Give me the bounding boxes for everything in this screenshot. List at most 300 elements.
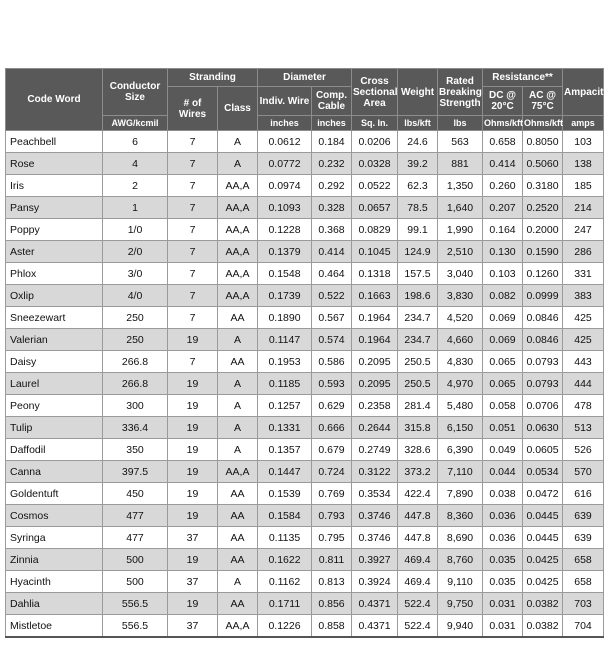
cell-code-word: Tulip <box>6 417 103 439</box>
cell-comp-cable: 0.184 <box>312 131 352 153</box>
cell-num-wires: 7 <box>168 175 218 197</box>
cell-weight: 39.2 <box>398 153 438 175</box>
cell-comp-cable: 0.856 <box>312 593 352 615</box>
cell-num-wires: 7 <box>168 351 218 373</box>
cell-indiv-wire: 0.1147 <box>258 329 312 351</box>
cell-num-wires: 19 <box>168 505 218 527</box>
table-row <box>6 219 604 241</box>
header-indiv-wire: Indiv. Wire <box>258 87 312 116</box>
cell-code-word: Daffodil <box>6 439 103 461</box>
cell-indiv-wire: 0.1379 <box>258 241 312 263</box>
cell-comp-cable: 0.793 <box>312 505 352 527</box>
cell-comp-cable: 0.811 <box>312 549 352 571</box>
header-code-word: Code Word <box>6 69 103 131</box>
cell-class: AA <box>218 483 258 505</box>
table-row <box>6 439 604 461</box>
cell-conductor-size: 2 <box>103 175 168 197</box>
cell-comp-cable: 0.724 <box>312 461 352 483</box>
cell-breaking-strength: 8,360 <box>438 505 483 527</box>
cell-comp-cable: 0.666 <box>312 417 352 439</box>
cell-class: AA,A <box>218 175 258 197</box>
cell-dc-resistance: 0.414 <box>483 153 523 175</box>
header-stranding: Stranding <box>168 69 258 87</box>
cell-dc-resistance: 0.035 <box>483 549 523 571</box>
cell-conductor-size: 500 <box>103 549 168 571</box>
cell-indiv-wire: 0.1331 <box>258 417 312 439</box>
cell-ac-resistance: 0.0793 <box>523 373 563 395</box>
cell-ac-resistance: 0.3180 <box>523 175 563 197</box>
cell-breaking-strength: 3,040 <box>438 263 483 285</box>
cell-ampacity: 444 <box>563 373 604 395</box>
cell-code-word: Zinnia <box>6 549 103 571</box>
cell-num-wires: 19 <box>168 373 218 395</box>
cell-ampacity: 658 <box>563 549 604 571</box>
cell-breaking-strength: 881 <box>438 153 483 175</box>
table-row <box>6 527 604 549</box>
cell-class: AA,A <box>218 219 258 241</box>
header-cross-sectional-area: Cross Sectional Area <box>352 69 398 116</box>
cell-code-word: Dahlia <box>6 593 103 615</box>
table-body <box>6 131 604 638</box>
cell-code-word: Syringa <box>6 527 103 549</box>
cell-ampacity: 616 <box>563 483 604 505</box>
cell-comp-cable: 0.464 <box>312 263 352 285</box>
cell-ac-resistance: 0.5060 <box>523 153 563 175</box>
table-row <box>6 395 604 417</box>
cell-conductor-size: 477 <box>103 505 168 527</box>
cell-breaking-strength: 4,660 <box>438 329 483 351</box>
cell-class: A <box>218 395 258 417</box>
cell-ampacity: 247 <box>563 219 604 241</box>
cell-class: AA <box>218 549 258 571</box>
cell-weight: 469.4 <box>398 549 438 571</box>
cell-cross-sectional-area: 0.3927 <box>352 549 398 571</box>
cell-ac-resistance: 0.0630 <box>523 417 563 439</box>
cell-comp-cable: 0.769 <box>312 483 352 505</box>
cell-indiv-wire: 0.1357 <box>258 439 312 461</box>
cell-code-word: Cosmos <box>6 505 103 527</box>
cell-dc-resistance: 0.164 <box>483 219 523 241</box>
cell-indiv-wire: 0.1890 <box>258 307 312 329</box>
cell-class: A <box>218 131 258 153</box>
cell-code-word: Daisy <box>6 351 103 373</box>
cell-comp-cable: 0.629 <box>312 395 352 417</box>
cell-breaking-strength: 9,940 <box>438 615 483 638</box>
table-row <box>6 483 604 505</box>
cell-ac-resistance: 0.1260 <box>523 263 563 285</box>
header-rated-breaking-strength: Rated Breaking Strength <box>438 69 483 116</box>
cell-indiv-wire: 0.1447 <box>258 461 312 483</box>
cell-dc-resistance: 0.658 <box>483 131 523 153</box>
cell-ac-resistance: 0.0793 <box>523 351 563 373</box>
cell-weight: 157.5 <box>398 263 438 285</box>
cell-breaking-strength: 6,150 <box>438 417 483 439</box>
cell-cross-sectional-area: 0.3534 <box>352 483 398 505</box>
cell-conductor-size: 500 <box>103 571 168 593</box>
cell-conductor-size: 250 <box>103 329 168 351</box>
cell-dc-resistance: 0.069 <box>483 329 523 351</box>
cell-ac-resistance: 0.0382 <box>523 615 563 638</box>
cell-weight: 99.1 <box>398 219 438 241</box>
cell-indiv-wire: 0.1135 <box>258 527 312 549</box>
cell-indiv-wire: 0.1228 <box>258 219 312 241</box>
cell-num-wires: 19 <box>168 483 218 505</box>
cell-cross-sectional-area: 0.1318 <box>352 263 398 285</box>
cell-class: A <box>218 153 258 175</box>
cell-conductor-size: 300 <box>103 395 168 417</box>
cell-weight: 234.7 <box>398 329 438 351</box>
cell-weight: 422.4 <box>398 483 438 505</box>
cell-weight: 78.5 <box>398 197 438 219</box>
cell-weight: 447.8 <box>398 505 438 527</box>
cell-code-word: Peony <box>6 395 103 417</box>
cell-breaking-strength: 6,390 <box>438 439 483 461</box>
header-resistance: Resistance** <box>483 69 563 87</box>
cell-cross-sectional-area: 0.4371 <box>352 593 398 615</box>
cell-dc-resistance: 0.031 <box>483 593 523 615</box>
cell-cross-sectional-area: 0.3924 <box>352 571 398 593</box>
cell-code-word: Goldentuft <box>6 483 103 505</box>
cell-weight: 62.3 <box>398 175 438 197</box>
cell-breaking-strength: 4,520 <box>438 307 483 329</box>
unit-weight: lbs/kft <box>398 116 438 131</box>
cell-dc-resistance: 0.260 <box>483 175 523 197</box>
cell-indiv-wire: 0.1711 <box>258 593 312 615</box>
cell-ampacity: 138 <box>563 153 604 175</box>
cell-conductor-size: 1 <box>103 197 168 219</box>
cell-num-wires: 37 <box>168 615 218 638</box>
cell-ac-resistance: 0.0445 <box>523 505 563 527</box>
table-row <box>6 373 604 395</box>
cell-num-wires: 19 <box>168 439 218 461</box>
cell-breaking-strength: 1,350 <box>438 175 483 197</box>
cell-indiv-wire: 0.0974 <box>258 175 312 197</box>
cell-conductor-size: 397.5 <box>103 461 168 483</box>
conductor-spec-table <box>5 68 613 638</box>
cell-num-wires: 7 <box>168 307 218 329</box>
cell-cross-sectional-area: 0.2644 <box>352 417 398 439</box>
cell-class: AA <box>218 527 258 549</box>
table-row <box>6 329 604 351</box>
cell-comp-cable: 0.414 <box>312 241 352 263</box>
cell-conductor-size: 266.8 <box>103 373 168 395</box>
cell-num-wires: 19 <box>168 461 218 483</box>
cell-class: AA,A <box>218 263 258 285</box>
cell-dc-resistance: 0.130 <box>483 241 523 263</box>
cell-breaking-strength: 7,890 <box>438 483 483 505</box>
cell-class: AA <box>218 593 258 615</box>
header-weight: Weight <box>398 69 438 116</box>
cell-weight: 447.8 <box>398 527 438 549</box>
cell-cross-sectional-area: 0.1663 <box>352 285 398 307</box>
table-row <box>6 197 604 219</box>
unit-ac-resistance: Ohms/kft <box>523 116 563 131</box>
cell-ac-resistance: 0.0605 <box>523 439 563 461</box>
cell-indiv-wire: 0.0612 <box>258 131 312 153</box>
unit-breaking-strength: lbs <box>438 116 483 131</box>
cell-class: AA,A <box>218 241 258 263</box>
unit-dc-resistance: Ohms/kft <box>483 116 523 131</box>
cell-num-wires: 7 <box>168 219 218 241</box>
cell-ac-resistance: 0.1590 <box>523 241 563 263</box>
cell-code-word: Canna <box>6 461 103 483</box>
cell-ampacity: 639 <box>563 505 604 527</box>
cell-indiv-wire: 0.1739 <box>258 285 312 307</box>
cell-class: AA <box>218 351 258 373</box>
table-row <box>6 593 604 615</box>
cell-indiv-wire: 0.1257 <box>258 395 312 417</box>
cell-num-wires: 37 <box>168 571 218 593</box>
cell-breaking-strength: 7,110 <box>438 461 483 483</box>
cell-class: AA,A <box>218 615 258 638</box>
cell-weight: 522.4 <box>398 615 438 638</box>
cell-ac-resistance: 0.2000 <box>523 219 563 241</box>
cell-weight: 373.2 <box>398 461 438 483</box>
cell-dc-resistance: 0.051 <box>483 417 523 439</box>
cell-weight: 250.5 <box>398 351 438 373</box>
cell-code-word: Hyacinth <box>6 571 103 593</box>
cell-dc-resistance: 0.044 <box>483 461 523 483</box>
cell-indiv-wire: 0.1539 <box>258 483 312 505</box>
conductor-spec-table-wrapper <box>5 68 613 646</box>
cell-comp-cable: 0.522 <box>312 285 352 307</box>
cell-num-wires: 19 <box>168 395 218 417</box>
cell-cross-sectional-area: 0.0522 <box>352 175 398 197</box>
cell-ampacity: 383 <box>563 285 604 307</box>
cell-code-word: Mistletoe <box>6 615 103 638</box>
cell-code-word: Pansy <box>6 197 103 219</box>
cell-ac-resistance: 0.0534 <box>523 461 563 483</box>
cell-ac-resistance: 0.8050 <box>523 131 563 153</box>
cell-comp-cable: 0.813 <box>312 571 352 593</box>
cell-indiv-wire: 0.1622 <box>258 549 312 571</box>
cell-ampacity: 526 <box>563 439 604 461</box>
cell-class: AA <box>218 505 258 527</box>
cell-indiv-wire: 0.1185 <box>258 373 312 395</box>
cell-ac-resistance: 0.2520 <box>523 197 563 219</box>
cell-breaking-strength: 8,760 <box>438 549 483 571</box>
cell-conductor-size: 266.8 <box>103 351 168 373</box>
cell-dc-resistance: 0.031 <box>483 615 523 638</box>
cell-conductor-size: 556.5 <box>103 615 168 638</box>
cell-dc-resistance: 0.207 <box>483 197 523 219</box>
table-row <box>6 461 604 483</box>
header-dc-20: DC @ 20°C <box>483 87 523 116</box>
cell-comp-cable: 0.586 <box>312 351 352 373</box>
cell-num-wires: 7 <box>168 263 218 285</box>
cell-num-wires: 19 <box>168 593 218 615</box>
cell-num-wires: 19 <box>168 417 218 439</box>
header-ac-75: AC @ 75°C <box>523 87 563 116</box>
cell-cross-sectional-area: 0.1964 <box>352 329 398 351</box>
cell-breaking-strength: 9,750 <box>438 593 483 615</box>
cell-comp-cable: 0.574 <box>312 329 352 351</box>
cell-indiv-wire: 0.0772 <box>258 153 312 175</box>
cell-weight: 522.4 <box>398 593 438 615</box>
cell-class: AA,A <box>218 197 258 219</box>
table-header <box>6 69 613 131</box>
cell-cross-sectional-area: 0.0328 <box>352 153 398 175</box>
cell-class: A <box>218 417 258 439</box>
cell-conductor-size: 4 <box>103 153 168 175</box>
header-ampacity: Ampacity* <box>563 69 604 116</box>
cell-ampacity: 331 <box>563 263 604 285</box>
header-num-wires: # of Wires <box>168 87 218 131</box>
table-row <box>6 351 604 373</box>
cell-conductor-size: 3/0 <box>103 263 168 285</box>
cell-class: A <box>218 373 258 395</box>
table-row <box>6 285 604 307</box>
cell-cross-sectional-area: 0.4371 <box>352 615 398 638</box>
cell-conductor-size: 6 <box>103 131 168 153</box>
cell-code-word: Oxlip <box>6 285 103 307</box>
cell-cross-sectional-area: 0.2749 <box>352 439 398 461</box>
header-class: Class <box>218 87 258 131</box>
cell-conductor-size: 477 <box>103 527 168 549</box>
cell-class: AA,A <box>218 285 258 307</box>
cell-code-word: Peachbell <box>6 131 103 153</box>
cell-ac-resistance: 0.0425 <box>523 571 563 593</box>
cell-breaking-strength: 4,830 <box>438 351 483 373</box>
cell-dc-resistance: 0.036 <box>483 505 523 527</box>
cell-ampacity: 103 <box>563 131 604 153</box>
cell-cross-sectional-area: 0.3122 <box>352 461 398 483</box>
cell-ampacity: 658 <box>563 571 604 593</box>
cell-breaking-strength: 4,970 <box>438 373 483 395</box>
cell-ac-resistance: 0.0382 <box>523 593 563 615</box>
cell-dc-resistance: 0.038 <box>483 483 523 505</box>
cell-ampacity: 703 <box>563 593 604 615</box>
cell-comp-cable: 0.679 <box>312 439 352 461</box>
table-row <box>6 131 604 153</box>
cell-cross-sectional-area: 0.2358 <box>352 395 398 417</box>
cell-num-wires: 7 <box>168 153 218 175</box>
cell-indiv-wire: 0.1226 <box>258 615 312 638</box>
cell-breaking-strength: 2,510 <box>438 241 483 263</box>
cell-weight: 250.5 <box>398 373 438 395</box>
cell-ac-resistance: 0.0706 <box>523 395 563 417</box>
cell-dc-resistance: 0.103 <box>483 263 523 285</box>
cell-weight: 24.6 <box>398 131 438 153</box>
cell-dc-resistance: 0.058 <box>483 395 523 417</box>
cell-cross-sectional-area: 0.1964 <box>352 307 398 329</box>
cell-cross-sectional-area: 0.0206 <box>352 131 398 153</box>
cell-conductor-size: 4/0 <box>103 285 168 307</box>
cell-cross-sectional-area: 0.0657 <box>352 197 398 219</box>
cell-class: AA <box>218 307 258 329</box>
cell-ampacity: 513 <box>563 417 604 439</box>
cell-ac-resistance: 0.0999 <box>523 285 563 307</box>
cell-weight: 281.4 <box>398 395 438 417</box>
cell-indiv-wire: 0.1093 <box>258 197 312 219</box>
table-row <box>6 505 604 527</box>
cell-ampacity: 286 <box>563 241 604 263</box>
cell-weight: 315.8 <box>398 417 438 439</box>
cell-breaking-strength: 563 <box>438 131 483 153</box>
cell-code-word: Sneezewart <box>6 307 103 329</box>
cell-ampacity: 425 <box>563 329 604 351</box>
cell-cross-sectional-area: 0.3746 <box>352 527 398 549</box>
cell-breaking-strength: 3,830 <box>438 285 483 307</box>
table-row <box>6 615 604 638</box>
cell-class: AA,A <box>218 461 258 483</box>
cell-comp-cable: 0.292 <box>312 175 352 197</box>
cell-cross-sectional-area: 0.2095 <box>352 351 398 373</box>
cell-code-word: Phlox <box>6 263 103 285</box>
cell-num-wires: 7 <box>168 197 218 219</box>
cell-num-wires: 19 <box>168 329 218 351</box>
cell-weight: 234.7 <box>398 307 438 329</box>
cell-code-word: Aster <box>6 241 103 263</box>
cell-weight: 469.4 <box>398 571 438 593</box>
cell-conductor-size: 250 <box>103 307 168 329</box>
cell-num-wires: 19 <box>168 549 218 571</box>
cell-ampacity: 443 <box>563 351 604 373</box>
cell-dc-resistance: 0.082 <box>483 285 523 307</box>
table-row <box>6 307 604 329</box>
cell-dc-resistance: 0.065 <box>483 351 523 373</box>
cell-dc-resistance: 0.049 <box>483 439 523 461</box>
header-conductor-size: Conductor Size <box>103 69 168 116</box>
cell-breaking-strength: 1,640 <box>438 197 483 219</box>
cell-code-word: Iris <box>6 175 103 197</box>
header-diameter: Diameter <box>258 69 352 87</box>
cell-weight: 328.6 <box>398 439 438 461</box>
cell-comp-cable: 0.795 <box>312 527 352 549</box>
cell-cross-sectional-area: 0.3746 <box>352 505 398 527</box>
table-row <box>6 417 604 439</box>
table-row <box>6 153 604 175</box>
cell-cross-sectional-area: 0.2095 <box>352 373 398 395</box>
cell-ac-resistance: 0.0472 <box>523 483 563 505</box>
cell-num-wires: 7 <box>168 131 218 153</box>
unit-ampacity: amps <box>563 116 604 131</box>
cell-num-wires: 37 <box>168 527 218 549</box>
cell-class: A <box>218 329 258 351</box>
cell-conductor-size: 450 <box>103 483 168 505</box>
cell-comp-cable: 0.368 <box>312 219 352 241</box>
cell-dc-resistance: 0.069 <box>483 307 523 329</box>
cell-conductor-size: 1/0 <box>103 219 168 241</box>
cell-code-word: Valerian <box>6 329 103 351</box>
table-row <box>6 571 604 593</box>
cell-ac-resistance: 0.0445 <box>523 527 563 549</box>
cell-code-word: Poppy <box>6 219 103 241</box>
cell-ac-resistance: 0.0846 <box>523 307 563 329</box>
cell-ampacity: 570 <box>563 461 604 483</box>
table-row <box>6 263 604 285</box>
table-row <box>6 175 604 197</box>
cell-comp-cable: 0.232 <box>312 153 352 175</box>
cell-dc-resistance: 0.035 <box>483 571 523 593</box>
cell-class: A <box>218 571 258 593</box>
cell-ac-resistance: 0.0846 <box>523 329 563 351</box>
cell-conductor-size: 556.5 <box>103 593 168 615</box>
cell-conductor-size: 2/0 <box>103 241 168 263</box>
cell-ampacity: 478 <box>563 395 604 417</box>
cell-num-wires: 7 <box>168 241 218 263</box>
cell-code-word: Laurel <box>6 373 103 395</box>
cell-breaking-strength: 9,110 <box>438 571 483 593</box>
cell-comp-cable: 0.593 <box>312 373 352 395</box>
cell-ampacity: 185 <box>563 175 604 197</box>
unit-cross-sectional-area: Sq. In. <box>352 116 398 131</box>
cell-weight: 198.6 <box>398 285 438 307</box>
cell-cross-sectional-area: 0.0829 <box>352 219 398 241</box>
cell-ampacity: 704 <box>563 615 604 638</box>
cell-weight: 124.9 <box>398 241 438 263</box>
table-row <box>6 241 604 263</box>
